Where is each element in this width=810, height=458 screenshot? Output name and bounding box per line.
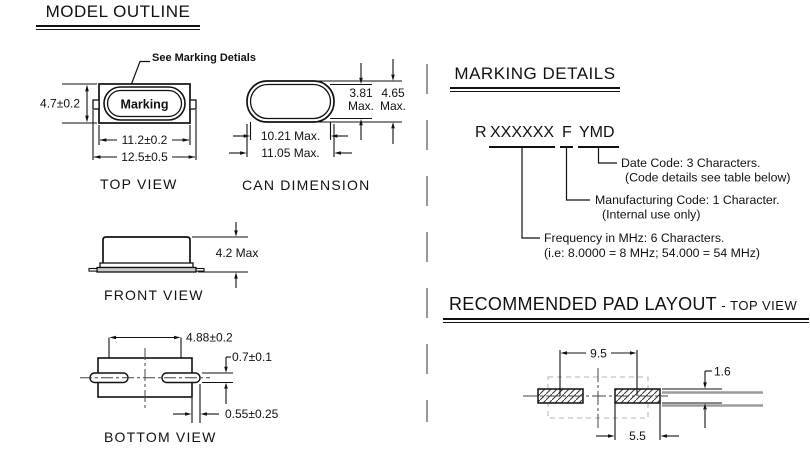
marking-code-date: YMD [579,124,615,141]
bottom-view-drawing [60,320,320,428]
model-outline-title: MODEL OUTLINE [45,2,191,21]
date-code-note1: Date Code: 3 Characters. [621,156,761,170]
marking-code-frequency: XXXXXX [490,124,555,141]
dim-height-label: 4.7±0.2 [40,96,80,111]
dim-overall-length-label: 12.5±0.5 [121,150,168,164]
underline-thick [443,318,809,320]
underline-thick [450,87,620,89]
marking-details-heading [450,64,620,92]
marking-details-title: MARKING DETAILS [454,64,616,83]
dim-outer-height-label: 4.65 [381,86,405,100]
model-outline-heading [36,2,200,30]
bottom-view-label: BOTTOM VIEW [104,429,217,445]
dim-lead-spacing-label: 4.88±0.2 [186,330,233,345]
dim-inner-height-label: 3.81 [349,86,373,100]
dim-lead-protrusion-label: 0.55±0.25 [225,407,279,421]
frequency-leader [522,147,540,238]
dim-pad-pitch-label: 9.5 [590,346,607,361]
dim-pad-height-label: 1.6 [714,364,731,379]
mfg-code-leader [567,147,591,200]
date-code-note2: (Code details see table below) [625,170,791,185]
frequency-note1: Frequency in MHz: 6 Characters. [544,231,725,245]
frequency-note2: (i.e: 8.0000 = 8 MHz; 54.000 = 54 MHz) [544,246,760,260]
marking-code-diagram [450,110,810,270]
date-code-leader [599,147,618,163]
dim-lead-width-label: 0.7±0.1 [232,350,272,364]
dim-lead-width [202,357,233,404]
underline-thin [450,91,620,92]
front-view-label: FRONT VIEW [104,287,204,303]
pad-layout-title-suffix: - TOP VIEW [721,298,798,313]
dim-outer-height-unit: Max. [379,99,407,113]
top-view-label: TOP VIEW [100,176,178,192]
dim-inner-length-label: 10.21 Max. [260,129,321,143]
underline-thin [36,29,200,30]
dim-front-height-label: 4.2 Max [215,246,259,260]
underline-thin [443,322,809,323]
mfg-code-note1: Manufacturing Code: 1 Character. [595,193,780,207]
marking-text: Marking [120,97,169,112]
pad-layout-title: RECOMMENDED PAD LAYOUT [449,294,717,314]
dim-pad-width-label: 5.5 [629,429,646,443]
underline-thick [36,25,200,27]
dim-pad-height [662,371,763,428]
pad-layout-heading [443,294,809,323]
mfg-code-note2: (Internal use only) [602,207,701,222]
see-marking-callout: See Marking Detials [152,52,256,64]
can-dimension-label: CAN DIMENSION [242,177,371,193]
pad-layout-drawing [510,340,810,455]
bottom-view-body [80,348,210,408]
dim-can-length-label: 11.2±0.2 [121,133,168,147]
front-view-body [89,237,204,272]
can-dimension-drawing [220,50,440,185]
dim-inner-height-unit: Max. [347,99,375,113]
marking-code-mfg: F [562,124,572,141]
marking-code-prefix: R [475,124,487,141]
can-body [247,81,334,122]
dim-outer-length-label: 11.05 Max. [261,146,320,160]
pad-layout-title-row [443,294,809,315]
